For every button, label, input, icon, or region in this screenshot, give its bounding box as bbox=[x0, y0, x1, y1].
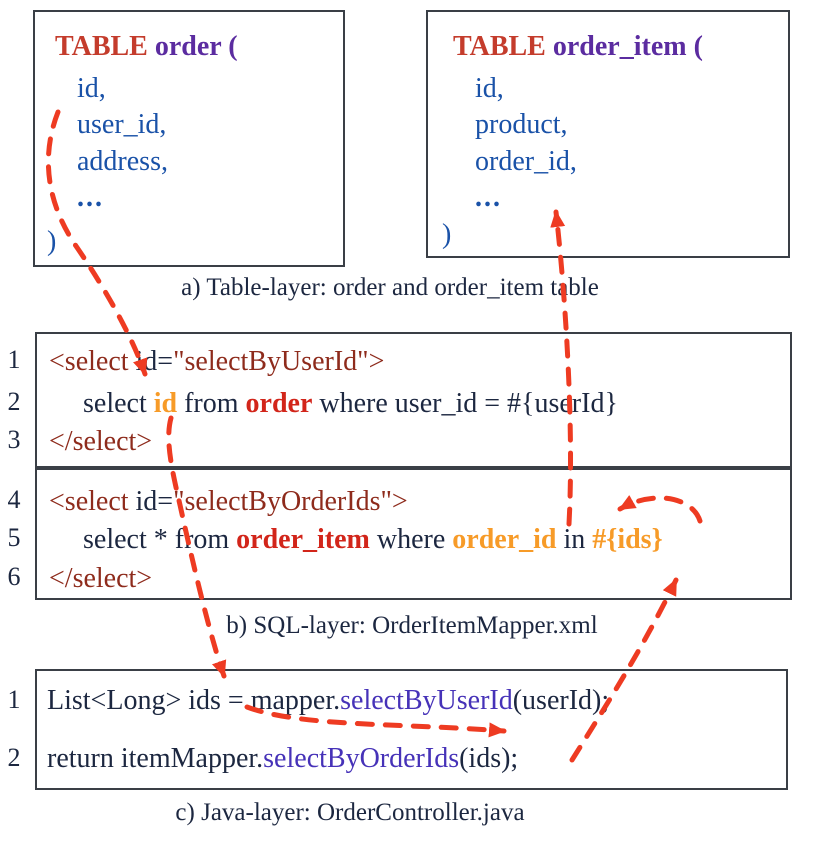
sql-line-number-4: 4 bbox=[7, 485, 21, 514]
order-field-user-id: user_id, bbox=[77, 109, 167, 140]
table-keyword: TABLE bbox=[55, 31, 155, 62]
open-paren: ( bbox=[221, 31, 238, 62]
sql-line-number-6: 6 bbox=[7, 562, 21, 591]
sql-block-selectByUserId bbox=[35, 332, 792, 468]
sql-order-id-column-token: order_id bbox=[452, 524, 557, 555]
xml-attr-name: id= bbox=[135, 486, 174, 517]
open-paren: ( bbox=[686, 31, 703, 62]
java-line-number-2: 2 bbox=[7, 743, 21, 772]
table-keyword: TABLE bbox=[453, 31, 553, 62]
java-line-1 bbox=[47, 681, 609, 721]
order-item-table-title bbox=[453, 27, 703, 67]
xml-tag-open: <select bbox=[49, 346, 136, 377]
sql-line-number-2: 2 bbox=[7, 387, 21, 416]
xml-tag-open: <select bbox=[49, 486, 136, 517]
xml-attr-value: "selectByOrderIds"> bbox=[173, 486, 408, 517]
sql-line-number-3: 3 bbox=[7, 425, 21, 454]
sql-text: where bbox=[369, 524, 453, 555]
sql-text: select * from bbox=[83, 524, 237, 555]
order-field-id: id, bbox=[77, 73, 106, 104]
order-item-field-order-id: order_id, bbox=[475, 146, 577, 177]
sql-text: from bbox=[177, 388, 246, 419]
order-table-name: order bbox=[154, 31, 222, 62]
order-table-box bbox=[33, 10, 345, 267]
order-item-field-product: product, bbox=[475, 109, 568, 140]
java-selectByOrderIds-call: selectByOrderIds bbox=[263, 743, 460, 774]
java-text: return itemMapper. bbox=[47, 743, 264, 774]
order-item-field-ellipsis: ... bbox=[475, 182, 502, 213]
sql-line-6: </select> bbox=[49, 563, 153, 594]
sql-line-5 bbox=[49, 520, 663, 560]
order-item-table-name: order_item bbox=[552, 31, 687, 62]
java-code-box bbox=[35, 669, 788, 790]
sql-line-2 bbox=[49, 384, 618, 424]
order-item-field-id: id, bbox=[475, 73, 504, 104]
sql-text: select bbox=[83, 388, 154, 419]
java-text: (userId); bbox=[512, 685, 610, 716]
sql-line-number-1: 1 bbox=[7, 345, 21, 374]
xml-attr-name: id= bbox=[135, 346, 174, 377]
caption-sql-layer: b) SQL-layer: OrderItemMapper.xml bbox=[226, 612, 598, 639]
sql-order-item-table-token: order_item bbox=[236, 524, 370, 555]
sql-id-column-token: id bbox=[153, 388, 178, 419]
sql-text: where user_id = #{userId} bbox=[312, 388, 618, 419]
sql-line-3: </select> bbox=[49, 426, 153, 457]
sql-block-selectByOrderIds bbox=[35, 468, 792, 600]
sql-text: in bbox=[556, 524, 593, 555]
java-line-number-1: 1 bbox=[7, 685, 21, 714]
order-item-table-box bbox=[426, 10, 790, 258]
sql-line-number-5: 5 bbox=[7, 523, 21, 552]
java-line-2 bbox=[47, 739, 518, 779]
sql-line-4 bbox=[49, 482, 408, 522]
close-paren: ) bbox=[47, 226, 57, 257]
java-selectByUserId-call: selectByUserId bbox=[340, 685, 513, 716]
java-text: List<Long> ids = mapper. bbox=[47, 685, 341, 716]
order-field-ellipsis: ... bbox=[77, 182, 104, 213]
order-table-title bbox=[55, 27, 238, 67]
sql-ids-param-token: #{ids} bbox=[592, 524, 663, 555]
sql-line-1 bbox=[49, 342, 384, 382]
sql-order-table-token: order bbox=[245, 388, 313, 419]
caption-table-layer: a) Table-layer: order and order_item table bbox=[181, 274, 599, 301]
order-field-address: address, bbox=[77, 146, 168, 177]
caption-java-layer: c) Java-layer: OrderController.java bbox=[175, 799, 525, 826]
java-text: (ids); bbox=[459, 743, 519, 774]
close-paren: ) bbox=[442, 219, 452, 250]
xml-attr-value: "selectByUserId"> bbox=[173, 346, 385, 377]
